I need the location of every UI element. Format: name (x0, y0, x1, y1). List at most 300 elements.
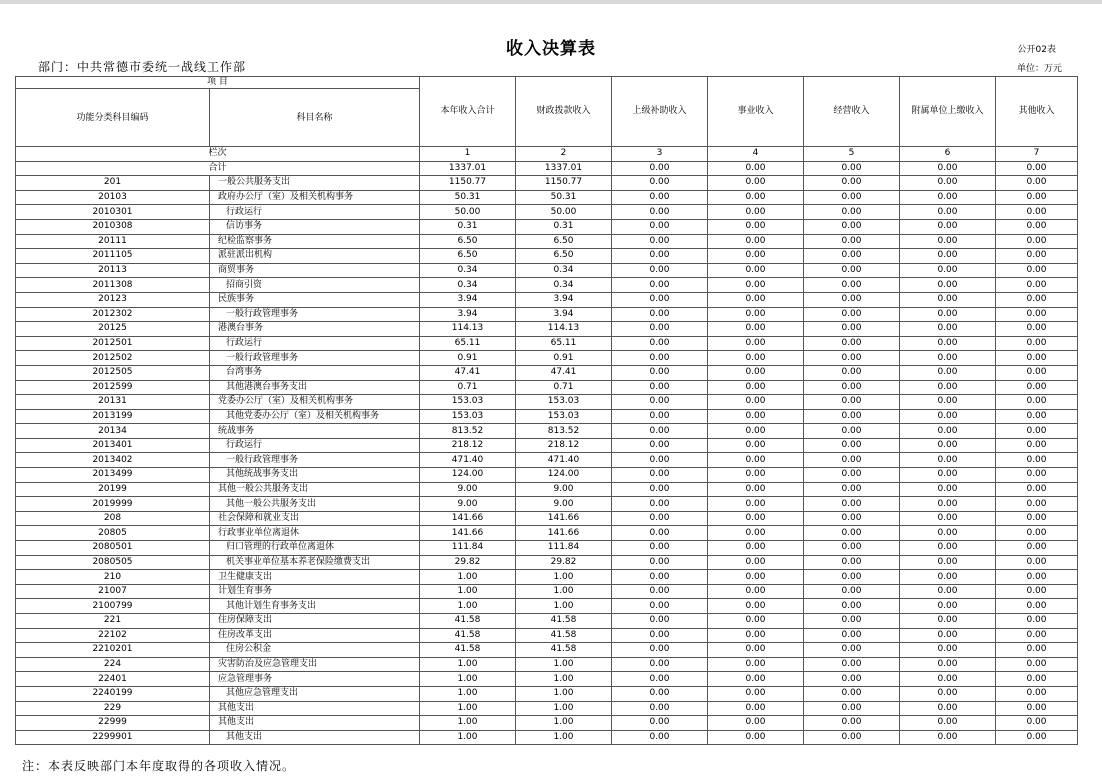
subject-code: 2012302 (16, 307, 210, 322)
subject-code: 20113 (16, 263, 210, 278)
fiscal-income: 41.58 (516, 614, 612, 629)
table-row (16, 628, 1078, 643)
income-total: 50.31 (420, 190, 516, 205)
operating-income: 0.00 (804, 249, 900, 264)
income-total: 813.52 (420, 424, 516, 439)
business-income: 0.00 (708, 176, 804, 191)
other-income: 0.00 (996, 482, 1078, 497)
table-row (16, 468, 1078, 483)
table-row (16, 701, 1078, 716)
subject-name: 港澳台事务 (210, 322, 420, 337)
subject-name: 其他港澳台事务支出 (210, 380, 420, 395)
subject-name: 统战事务 (210, 424, 420, 439)
other-income: 0.00 (996, 511, 1078, 526)
unit-label: 单位：万元 (1016, 64, 1062, 74)
affiliate-income: 0.00 (900, 599, 996, 614)
operating-income: 0.00 (804, 686, 900, 701)
affiliate-income: 0.00 (900, 278, 996, 293)
subject-name: 其他一般公共服务支出 (210, 482, 420, 497)
subject-name: 其他支出 (210, 716, 420, 731)
table-row (16, 307, 1078, 322)
col-number: 7 (996, 147, 1078, 162)
affiliate-income: 0.00 (900, 570, 996, 585)
col-number: 5 (804, 147, 900, 162)
affiliate-income: 0.00 (900, 584, 996, 599)
subject-name: 行政运行 (210, 336, 420, 351)
business-income: 0.00 (708, 234, 804, 249)
table-row (16, 365, 1078, 380)
operating-income: 0.00 (804, 322, 900, 337)
affiliate-income: 0.00 (900, 657, 996, 672)
department-label: 部门：中共常德市委统一战线工作部 (38, 60, 247, 74)
table-row (16, 526, 1078, 541)
income-total: 47.41 (420, 365, 516, 380)
subject-code: 208 (16, 511, 210, 526)
table-row (16, 336, 1078, 351)
income-total: 471.40 (420, 453, 516, 468)
fiscal-income: 1.00 (516, 686, 612, 701)
affiliate-income: 0.00 (900, 263, 996, 278)
income-total: 3.94 (420, 292, 516, 307)
affiliate-income: 0.00 (900, 205, 996, 220)
business-income: 0.00 (708, 292, 804, 307)
affiliate-income: 0.00 (900, 365, 996, 380)
operating-income: 0.00 (804, 219, 900, 234)
operating-income: 0.00 (804, 497, 900, 512)
superior-subsidy: 0.00 (612, 351, 708, 366)
table-row (16, 511, 1078, 526)
fiscal-income: 1.00 (516, 570, 612, 585)
subject-name: 台湾事务 (210, 365, 420, 380)
subject-name: 计划生育事务 (210, 584, 420, 599)
subject-code: 2012505 (16, 365, 210, 380)
business-income: 0.00 (708, 395, 804, 410)
subject-code: 20131 (16, 395, 210, 410)
table-row (16, 541, 1078, 556)
operating-income: 0.00 (804, 205, 900, 220)
other-income: 0.00 (996, 322, 1078, 337)
other-income: 0.00 (996, 614, 1078, 629)
fiscal-income: 1.00 (516, 716, 612, 731)
business-income: 0.00 (708, 511, 804, 526)
fiscal-income: 1.00 (516, 730, 612, 745)
subject-name: 一般行政管理事务 (210, 453, 420, 468)
affiliate-income: 0.00 (900, 555, 996, 570)
other-income: 0.00 (996, 395, 1078, 410)
table-row (16, 570, 1078, 585)
income-total: 9.00 (420, 497, 516, 512)
total-value: 0.00 (996, 161, 1078, 176)
superior-subsidy: 0.00 (612, 292, 708, 307)
other-income: 0.00 (996, 438, 1078, 453)
fiscal-income: 0.71 (516, 380, 612, 395)
business-income: 0.00 (708, 453, 804, 468)
income-total: 111.84 (420, 541, 516, 556)
subject-name: 灾害防治及应急管理支出 (210, 657, 420, 672)
operating-income: 0.00 (804, 672, 900, 687)
superior-subsidy: 0.00 (612, 584, 708, 599)
operating-income: 0.00 (804, 657, 900, 672)
business-income: 0.00 (708, 351, 804, 366)
income-total: 218.12 (420, 438, 516, 453)
superior-subsidy: 0.00 (612, 322, 708, 337)
superior-subsidy: 0.00 (612, 190, 708, 205)
subject-name: 机关事业单位基本养老保险缴费支出 (210, 555, 420, 570)
total-label: 合计 (16, 161, 420, 176)
subject-code: 21007 (16, 584, 210, 599)
other-income: 0.00 (996, 643, 1078, 658)
business-income: 0.00 (708, 628, 804, 643)
other-income: 0.00 (996, 409, 1078, 424)
superior-subsidy: 0.00 (612, 380, 708, 395)
superior-subsidy: 0.00 (612, 701, 708, 716)
total-value: 0.00 (804, 161, 900, 176)
business-income: 0.00 (708, 716, 804, 731)
operating-income: 0.00 (804, 234, 900, 249)
subject-name: 党委办公厅（室）及相关机构事务 (210, 395, 420, 410)
table-body (16, 77, 1078, 745)
operating-income: 0.00 (804, 351, 900, 366)
operating-income: 0.00 (804, 365, 900, 380)
subject-name: 行政事业单位离退休 (210, 526, 420, 541)
subject-code: 2240199 (16, 686, 210, 701)
operating-income: 0.00 (804, 409, 900, 424)
income-total: 153.03 (420, 395, 516, 410)
affiliate-income: 0.00 (900, 672, 996, 687)
operating-income: 0.00 (804, 395, 900, 410)
other-income: 0.00 (996, 336, 1078, 351)
subject-name: 一般行政管理事务 (210, 307, 420, 322)
superior-subsidy: 0.00 (612, 599, 708, 614)
table-row (16, 219, 1078, 234)
superior-subsidy: 0.00 (612, 672, 708, 687)
subject-code: 22102 (16, 628, 210, 643)
total-row (16, 161, 1078, 176)
affiliate-income: 0.00 (900, 190, 996, 205)
business-income: 0.00 (708, 380, 804, 395)
operating-income: 0.00 (804, 541, 900, 556)
fiscal-income: 153.03 (516, 395, 612, 410)
subject-name: 归口管理的行政单位离退休 (210, 541, 420, 556)
other-income: 0.00 (996, 351, 1078, 366)
table-row (16, 438, 1078, 453)
operating-income: 0.00 (804, 380, 900, 395)
table-row (16, 234, 1078, 249)
subject-name: 社会保障和就业支出 (210, 511, 420, 526)
affiliate-income: 0.00 (900, 351, 996, 366)
affiliate-income: 0.00 (900, 701, 996, 716)
other-income: 0.00 (996, 672, 1078, 687)
affiliate-income: 0.00 (900, 686, 996, 701)
subject-code: 2012599 (16, 380, 210, 395)
superior-subsidy: 0.00 (612, 628, 708, 643)
operating-income: 0.00 (804, 599, 900, 614)
subject-name: 住房改革支出 (210, 628, 420, 643)
superior-subsidy: 0.00 (612, 468, 708, 483)
operating-income: 0.00 (804, 263, 900, 278)
other-income: 0.00 (996, 205, 1078, 220)
business-income: 0.00 (708, 219, 804, 234)
top-strip (0, 0, 1102, 4)
table-row (16, 584, 1078, 599)
business-income: 0.00 (708, 672, 804, 687)
subject-name: 其他支出 (210, 701, 420, 716)
business-income: 0.00 (708, 526, 804, 541)
other-income: 0.00 (996, 380, 1078, 395)
business-income: 0.00 (708, 701, 804, 716)
business-income: 0.00 (708, 468, 804, 483)
subject-name: 其他计划生育事务支出 (210, 599, 420, 614)
col-number: 4 (708, 147, 804, 162)
header-project: 项 目 (16, 77, 420, 89)
business-income: 0.00 (708, 409, 804, 424)
income-total: 1.00 (420, 716, 516, 731)
affiliate-income: 0.00 (900, 219, 996, 234)
affiliate-income: 0.00 (900, 497, 996, 512)
fiscal-income: 1.00 (516, 584, 612, 599)
subject-code: 22401 (16, 672, 210, 687)
superior-subsidy: 0.00 (612, 730, 708, 745)
business-income: 0.00 (708, 584, 804, 599)
subject-code: 2080505 (16, 555, 210, 570)
report-title: 收入决算表 (506, 39, 596, 59)
income-total: 153.03 (420, 409, 516, 424)
header-row-label: 栏次 (16, 147, 420, 162)
header-col-6: 附属单位上缴收入 (900, 77, 996, 147)
income-total: 114.13 (420, 322, 516, 337)
fiscal-income: 41.58 (516, 643, 612, 658)
operating-income: 0.00 (804, 614, 900, 629)
operating-income: 0.00 (804, 424, 900, 439)
subject-code: 2012502 (16, 351, 210, 366)
subject-code: 20111 (16, 234, 210, 249)
operating-income: 0.00 (804, 628, 900, 643)
other-income: 0.00 (996, 468, 1078, 483)
fiscal-income: 0.34 (516, 263, 612, 278)
other-income: 0.00 (996, 307, 1078, 322)
header-code: 功能分类科目编码 (16, 89, 210, 147)
subject-code: 2012501 (16, 336, 210, 351)
business-income: 0.00 (708, 424, 804, 439)
header-row-project (16, 77, 1078, 89)
affiliate-income: 0.00 (900, 526, 996, 541)
subject-code: 20123 (16, 292, 210, 307)
subject-name: 其他应急管理支出 (210, 686, 420, 701)
business-income: 0.00 (708, 482, 804, 497)
subject-name: 一般行政管理事务 (210, 351, 420, 366)
business-income: 0.00 (708, 365, 804, 380)
header-col-5: 经营收入 (804, 77, 900, 147)
subject-code: 2011308 (16, 278, 210, 293)
affiliate-income: 0.00 (900, 336, 996, 351)
operating-income: 0.00 (804, 482, 900, 497)
fiscal-income: 9.00 (516, 482, 612, 497)
subject-name: 其他党委办公厅（室）及相关机构事务 (210, 409, 420, 424)
business-income: 0.00 (708, 205, 804, 220)
income-total: 3.94 (420, 307, 516, 322)
other-income: 0.00 (996, 278, 1078, 293)
fiscal-income: 9.00 (516, 497, 612, 512)
table-row (16, 555, 1078, 570)
affiliate-income: 0.00 (900, 730, 996, 745)
table-row (16, 686, 1078, 701)
fiscal-income: 1.00 (516, 672, 612, 687)
subject-code: 22999 (16, 716, 210, 731)
other-income: 0.00 (996, 730, 1078, 745)
table-row (16, 278, 1078, 293)
table-row (16, 176, 1078, 191)
affiliate-income: 0.00 (900, 395, 996, 410)
table-row (16, 672, 1078, 687)
other-income: 0.00 (996, 701, 1078, 716)
other-income: 0.00 (996, 219, 1078, 234)
affiliate-income: 0.00 (900, 468, 996, 483)
subject-name: 行政运行 (210, 438, 420, 453)
table-row (16, 395, 1078, 410)
fiscal-income: 65.11 (516, 336, 612, 351)
operating-income: 0.00 (804, 584, 900, 599)
business-income: 0.00 (708, 249, 804, 264)
col-number: 2 (516, 147, 612, 162)
operating-income: 0.00 (804, 701, 900, 716)
fiscal-income: 3.94 (516, 307, 612, 322)
table-row (16, 453, 1078, 468)
other-income: 0.00 (996, 686, 1078, 701)
business-income: 0.00 (708, 614, 804, 629)
business-income: 0.00 (708, 686, 804, 701)
header-col-2: 财政拨款收入 (516, 77, 612, 147)
operating-income: 0.00 (804, 453, 900, 468)
subject-code: 20103 (16, 190, 210, 205)
table-row (16, 424, 1078, 439)
business-income: 0.00 (708, 657, 804, 672)
income-total: 0.71 (420, 380, 516, 395)
header-col-3: 上级补助收入 (612, 77, 708, 147)
affiliate-income: 0.00 (900, 234, 996, 249)
subject-name: 行政运行 (210, 205, 420, 220)
subject-name: 信访事务 (210, 219, 420, 234)
fiscal-income: 1150.77 (516, 176, 612, 191)
income-total: 65.11 (420, 336, 516, 351)
fiscal-income: 1.00 (516, 657, 612, 672)
subject-name: 政府办公厅（室）及相关机构事务 (210, 190, 420, 205)
superior-subsidy: 0.00 (612, 409, 708, 424)
affiliate-income: 0.00 (900, 249, 996, 264)
subject-code: 2013199 (16, 409, 210, 424)
fiscal-income: 47.41 (516, 365, 612, 380)
subject-code: 2013401 (16, 438, 210, 453)
fiscal-income: 6.50 (516, 249, 612, 264)
superior-subsidy: 0.00 (612, 307, 708, 322)
fiscal-income: 41.58 (516, 628, 612, 643)
subject-code: 20805 (16, 526, 210, 541)
col-number: 1 (420, 147, 516, 162)
subject-code: 229 (16, 701, 210, 716)
other-income: 0.00 (996, 292, 1078, 307)
subject-name: 民族事务 (210, 292, 420, 307)
operating-income: 0.00 (804, 438, 900, 453)
form-number: 公开02表 (1017, 45, 1056, 55)
subject-name: 其他一般公共服务支出 (210, 497, 420, 512)
business-income: 0.00 (708, 278, 804, 293)
fiscal-income: 218.12 (516, 438, 612, 453)
operating-income: 0.00 (804, 526, 900, 541)
business-income: 0.00 (708, 643, 804, 658)
table-row (16, 351, 1078, 366)
affiliate-income: 0.00 (900, 541, 996, 556)
superior-subsidy: 0.00 (612, 176, 708, 191)
other-income: 0.00 (996, 526, 1078, 541)
fiscal-income: 29.82 (516, 555, 612, 570)
total-value: 1337.01 (516, 161, 612, 176)
affiliate-income: 0.00 (900, 307, 996, 322)
operating-income: 0.00 (804, 176, 900, 191)
superior-subsidy: 0.00 (612, 497, 708, 512)
superior-subsidy: 0.00 (612, 205, 708, 220)
subject-code: 2080501 (16, 541, 210, 556)
superior-subsidy: 0.00 (612, 570, 708, 585)
income-total: 41.58 (420, 643, 516, 658)
superior-subsidy: 0.00 (612, 643, 708, 658)
table-row (16, 380, 1078, 395)
fiscal-income: 141.66 (516, 526, 612, 541)
table-row (16, 322, 1078, 337)
operating-income: 0.00 (804, 278, 900, 293)
subject-code: 2299901 (16, 730, 210, 745)
business-income: 0.00 (708, 336, 804, 351)
business-income: 0.00 (708, 555, 804, 570)
subject-code: 201 (16, 176, 210, 191)
table-row (16, 249, 1078, 264)
affiliate-income: 0.00 (900, 716, 996, 731)
business-income: 0.00 (708, 541, 804, 556)
table-row (16, 497, 1078, 512)
fiscal-income: 0.91 (516, 351, 612, 366)
other-income: 0.00 (996, 541, 1078, 556)
income-total: 124.00 (420, 468, 516, 483)
subject-code: 2019999 (16, 497, 210, 512)
other-income: 0.00 (996, 249, 1078, 264)
table-row (16, 730, 1078, 745)
income-total: 141.66 (420, 511, 516, 526)
income-total: 1.00 (420, 599, 516, 614)
subject-code: 2011105 (16, 249, 210, 264)
header-col-1: 本年收入合计 (420, 77, 516, 147)
business-income: 0.00 (708, 730, 804, 745)
fiscal-income: 1.00 (516, 599, 612, 614)
subject-name: 其他统战事务支出 (210, 468, 420, 483)
income-total: 1150.77 (420, 176, 516, 191)
income-total: 6.50 (420, 249, 516, 264)
table-row (16, 263, 1078, 278)
income-table (15, 76, 1078, 745)
superior-subsidy: 0.00 (612, 716, 708, 731)
income-total: 1.00 (420, 657, 516, 672)
income-total: 29.82 (420, 555, 516, 570)
business-income: 0.00 (708, 190, 804, 205)
income-total: 1.00 (420, 672, 516, 687)
income-total: 0.34 (420, 263, 516, 278)
operating-income: 0.00 (804, 292, 900, 307)
other-income: 0.00 (996, 453, 1078, 468)
subject-code: 2013499 (16, 468, 210, 483)
superior-subsidy: 0.00 (612, 219, 708, 234)
income-total: 0.34 (420, 278, 516, 293)
superior-subsidy: 0.00 (612, 424, 708, 439)
superior-subsidy: 0.00 (612, 511, 708, 526)
income-total: 41.58 (420, 614, 516, 629)
other-income: 0.00 (996, 584, 1078, 599)
